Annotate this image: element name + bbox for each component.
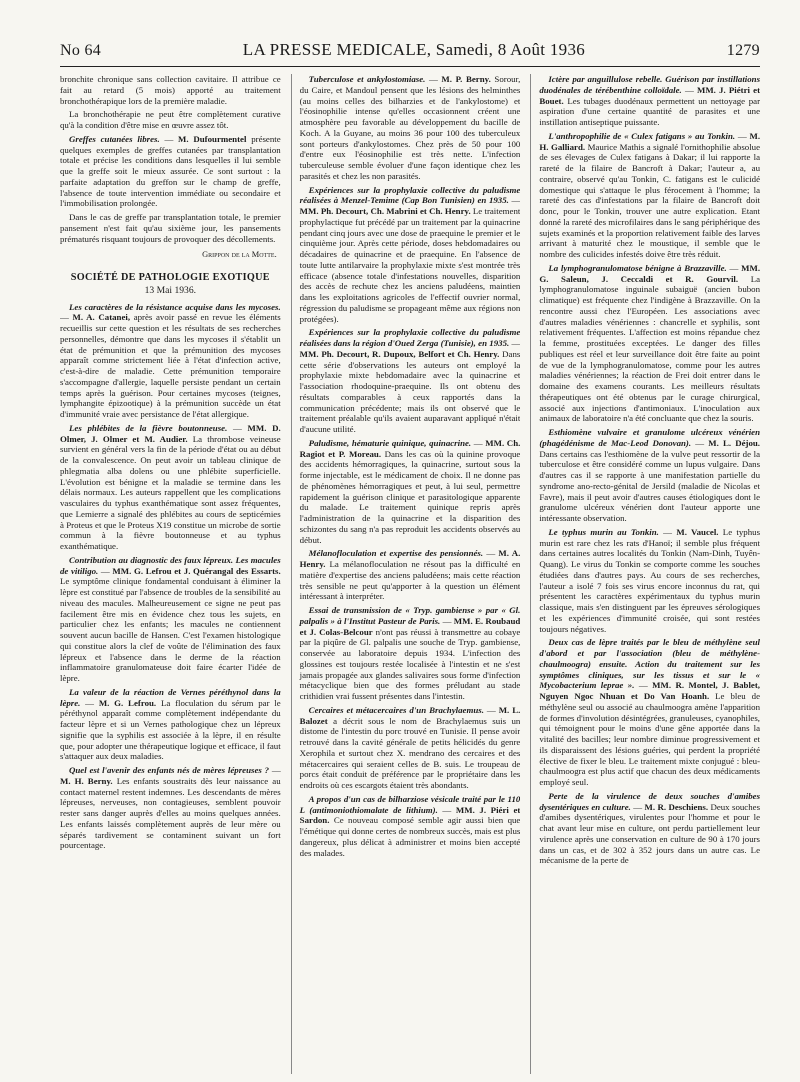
article-body: n'ont pas réussi à transmettre au cobaye par la piqûre de Gl. palpalis une souche de Tryp. gambiense, conservée au laboratoire depuis 1934. L'infection des glossines est toujours restée localisée à l'intestin et ne s'est jamais propagée aux glandes salivaires sous forme d'infection métacyclique bien que des formes préludant au stade crithidien vrai fussent présentes dans l'intestin. <box>299 626 521 701</box>
article-author: MM. Ph. Decourt, R. Dupoux, Belfort et Ch. Henry. <box>299 348 500 359</box>
article-body: Maurice Mathis a signalé l'ornithophilie absolue de ses élevages de Culex fatigans à Dakar; il lui rapporte la rareté de la filaire de Bancroft à Dakar; l'auteur a, au contraire, observé qu'au Tonkin, C. fatigans est le culicidé domestique qui s'attaque le plus férocement à l'homme; la rareté des cas d'infestations par la filaire de Bancroft doit donc, pour le Tonkin, trouver une autre explication. Etant donné la rareté des microfilaires dans le sang périphérique des sujets examinés et la proportion relativement faible des larves arrivant à maturité chez le moustique, il semble que le nombre des culicides infestés doive être très réduit. <box>539 141 761 259</box>
article-title: Perte de la virulence de deux souches d'amibes dysentériques en culture. <box>539 790 761 812</box>
article: Les caractères de la résistance acquise dans les mycoses. — M. A. Catanei, après avoir passé en revue les éléments recueillis sur cette question et les résultats de ses recherches personnelles, démontre que dans les mycoses il s'établit un état de prémunition et que la prémunition des mycoses apparaît comme strictement liée à l'état d'infection active, c'est-à-dire de maladie. Cette prémunition temporaire s'accompagne d'allergie, laquelle persiste pendant un certain temps après la guérison. Pour certaines mycoses (teignes, lymphangite épizootique) à la prémunition succède un état d'immunité vraie avec persistance de l'état allergique. <box>60 301 281 419</box>
article-body: après avoir passé en revue les éléments recueillis sur cette question et les résultats de ses recherches personnelles, démontre que dans les mycoses il s'établit un état de prémunition et que la prémunition des mycoses apparaît comme strictement liée à l'état d'infection active, c'est-à-dire de maladie. Cette prémunition temporaire s'accompagne d'allergie, laquelle persiste pendant un certain temps après la guérison. Pour certaines mycoses (teignes, lymphangite épizootique) à la prémunition succède un état d'immunité vraie avec persistance de l'état allergique. <box>60 312 281 419</box>
article-title: Deux cas de lèpre traités par le bleu de méthylène seul d'abord et par l'association (bleu de méthylène-chaulmoogra) ensuite. Action du traitement sur les symptômes cliniques, sur les tissus et sur le « Mycobacterium leprae ». <box>539 637 761 691</box>
article: L'anthropophilie de « Culex fatigans » au Tonkin. — M. H. Galliard. Maurice Mathis a signalé l'ornithophilie absolue de ses élevages de Culex fatigans à Dakar; il lui rapporte la rareté de la filaire de Bancroft à Dakar; l'auteur a, au contraire, observé qu'au Tonkin, C. fatigans est le culicidé domestique qui s'attaque le plus férocement à l'homme; la rareté des cas d'infestations par la filaire de Bancroft doit donc, pour le Tonkin, trouver une autre explication. Etant donné la rareté des microfilaires dans le sang périphérique des sujets examinés et la proportion relativement faible des larves arrivant à maturité chez le moustique, il semble que le nombre des culicides infestés doive être très réduit. <box>539 130 761 259</box>
article-author: M. H. Berny. <box>60 775 113 786</box>
article: Essai de transmission de « Tryp. gambiense » par « Gl. palpalis » à l'Institut Pasteur de Paris. — MM. E. Roubaud et J. Colas-Belcour n'ont pas réussi à transmettre au cobaye par la piqûre de Gl. palpalis une souche de Tryp. gambiense, conservée au laboratoire depuis 1934. L'infection des glossines est toujours restée localisée à l'intestin et ne s'est jamais propagée aux glandes salivaires sous forme d'infection métacyclique bien que des formes préludant au stade crithidien vrai fussent présentes dans l'intestin. <box>299 605 521 701</box>
article-author: M. H. Galliard. <box>539 130 761 152</box>
article-body: Le typhus murin est rare chez les rats d'Hanoï; il semble plus fréquent dans certaines autres localités du Tonkin (Nam-Dinh, Tuyên-Quang). Le virus du Tonkin se comporte comme les souches étudiées dans d'autres pays. Au cours de ses recherches, l'auteur a isolé 7 fois ses virus encore inconnus du rat, qui présentent les caractères expérimentaux du typhus murin classique, mais s'en distinguent par les épreuves sérologiques et les expériences d'immunité croisée, qui sont restées toujours négatives. <box>539 526 761 634</box>
article-body: Ce nouveau composé semble agir aussi bien que l'émétique qui donne certes de nombreux succès, mais est plus dangereux, plus délicat à administrer et moins bien accepté des malades. <box>299 815 521 858</box>
article-author: MM. R. Montel, J. Bablet, Nguyen Ngoc Nhuan et Do Van Hoanh. <box>539 680 761 701</box>
running-header <box>60 40 760 64</box>
article-title: Esthiomène vulvaire et granulome ulcéreux vénérien (phagédénisme de Mac-Leod Donovan). <box>539 427 761 448</box>
paragraph: La bronchothérapie ne peut être complètement curative qu'à la condition d'être mise en œuvre assez tôt. <box>60 109 281 130</box>
article-author: MM. Ch. Ragiot et P. Moreau. <box>299 437 521 459</box>
article-body: Dans les cas où la quinine provoque des accidents hémorragiques, la quinacrine, surtout sous la forme injectable, est le médicament de choix. Il ne donne pas de phénomènes hémorragiques et peut, à lui seul, permettre rapidement la guérison clinique et parasitologique apparente du malade. Le traitement quinique repris après l'administration de la quinacrine et la disparition des schizontes du sang n'a pas reproduit les accidents observés au début. <box>299 448 521 545</box>
article-author: M. Dufourmentel <box>178 133 247 144</box>
article-title: Cercaires et métacercaires d'un Brachylaemus. <box>308 704 484 715</box>
article-author: M. A. Henry. <box>299 548 521 569</box>
article-body: La thrombose veineuse survient en général vers la fin de la période d'état ou au début de la convalescence. On peut avoir un tableau clinique de phlegmatia alba dolens ou une phlébite superficielle. L'évolution est bénigne et la maladie se termine dans les délais normaux. Les auteurs rappellent que les complications vasculaires du typhus exanthématique sont assez fréquentes, que Lemierre a signalé des phlébites au cours de septicémies à Proteus et que le Proteus X19 constitue un microbe de sortie commun à la fièvre boutonneuse et au typhus exanthématique. <box>60 433 281 551</box>
article-title: Les caractères de la résistance acquise dans les mycoses. <box>69 301 281 312</box>
article-body: Sorour, du Caire, et Mandoul pensent que les lésions des helminthes (au moins celles des bilharzies et de l'ankylostome) et l'éosinophilie intense qu'elles occasionnent créent une atmosphère peu favorable au développement du bacille de Koch. A la Guyane, au moins 36 pour 100 des tuberculeux sont porteurs d'ankylostomes. Chez près de 50 pour 100 d'entre eux l'éosinophilie est très nette. L'infection tuberculeuse semble évoluer d'une façon identique chez les parasités et chez les non parasités. <box>299 74 521 181</box>
article-body: La mélanofloculation ne résout pas la difficulté en matière d'expertise des anciens paludéens; mais cette réaction très sensible ne peut qu'apporter à la question un élément intéressant à interpréter. <box>299 559 521 602</box>
folio: 1279 <box>726 42 760 59</box>
article-body: Les enfants soustraits dès leur naissance au contact maternel restent indemnes. Les descendants de mères lépreuses, nerveuses, non contagieuses, semblent pouvoir rester sans danger auprès d'elles au moins quelques années. Les enfants laissés complètement auprès de leur mère ou séparés tardivement se contaminent suivant un fort pourcentage. <box>60 775 281 851</box>
article: A propos d'un cas de bilharziose vésicale traité par le 110 L (antimoniothiomalate de lithium). — MM. J. Piéri et Sardon. Ce nouveau composé semble agir aussi bien que l'émétique qui donne certes de nombreux succès, mais est plus dangereux, plus délicat à administrer et moins bien accepté des malades. <box>299 793 521 858</box>
article-title: Paludisme, hématurie quinique, quinacrine. <box>308 437 472 448</box>
article-body: Le symptôme clinique fondamental conduisant à éliminer la lèpre est constitué par l'absence de troubles de la sensibilité au niveau des macules. Malheureusement ce signe ne peut pas facilement être mis en évidence chez tous les sujets, en particulier chez les enfants; les macules ne contiennent souvent aucun bacille de Hansen. C'est l'examen histologique qui constitue alors la clef de voûte de l'élimination des faux lépreux et l'absence dans le derme de la réaction inflammatoire granulomateuse doit faire écarter l'idée de lèpre. <box>60 576 281 683</box>
article-body: Dans cette série d'observations les auteurs ont employé la prophylaxie mixte hebdomadaire avec la quinacrine et l'association rhodoquine-praequine. Ils ont obtenu des résultats comparables à ceux rapportés dans la communication précédente; mais ils ont observé que le traitement préalable qu'ils avaient auparavant appliqué n'était d'aucune utilité. <box>299 348 521 434</box>
article: Esthiomène vulvaire et granulome ulcéreux vénérien (phagédénisme de Mac-Leod Donovan). — M. L. Déjou. Dans certains cas l'esthiomène de la vulve peut ressortir de la tuberculose et être considéré comme un lupus vulgaire. Dans d'autres cas il se rapporte à une manifestation partielle du syndrome ano-recto-génital de Jersild (maladie de Nicolas et Favre), mais il peut avoir d'autres causes étiologiques dont le granulome ulcéreux vénérien dont l'auteur apporte une intéressante observation. <box>539 427 761 523</box>
text-columns <box>60 74 760 1074</box>
article-title: Ictère par anguillulose rebelle. Guérison par instillations duodénales de térébenthine colloïdale. <box>539 74 761 95</box>
journal-title: LA PRESSE MEDICALE, Samedi, 8 Août 1936 <box>242 40 586 59</box>
article-author: M. L. Déjou. <box>708 437 761 448</box>
article-title: Mélanofloculation et expertise des pensionnés. <box>308 548 484 559</box>
article-title: A propos d'un cas de bilharziose vésicale traité par le 110 L (antimoniothiomalate de lithium). <box>299 793 521 815</box>
article: Le typhus murin au Tonkin. — M. Vaucel. Le typhus murin est rare chez les rats d'Hanoï; il semble plus fréquent dans certaines autres localités du Tonkin (Nam-Dinh, Tuyên-Quang). Le virus du Tonkin se comporte comme les souches étudiées dans d'autres pays. Au cours de ses recherches, l'auteur a isolé 7 fois ses virus encore inconnus du rat, qui présentent les caractères expérimentaux du typhus murin classique, mais s'en distinguent par les épreuves sérologiques et les expériences d'immunité croisée, qui sont restées toujours négatives. <box>539 526 761 634</box>
article: Cercaires et métacercaires d'un Brachylaemus. — M. L. Balozet a décrit sous le nom de Brachylaemus suis un distome de l'intestin du porc trouvé en Tunisie. Il pense avoir retrouvé dans la cavité générale de petits hélicidés du genre Xerophila et surtout chez X. mendrano des cercaires et des métacercaires qui seraient celles de B. suis. Le troupeau de porcs était conduit de préférence par le propriétaire dans les endroits où ces escargots étaient très abondants. <box>299 704 521 790</box>
page-number: No 64 <box>60 42 102 59</box>
article: La lymphogranulomatose bénigne à Brazzaville. — MM. G. Saleun, J. Ceccaldi et R. Gourvil. La lymphogranulomatose inguinale subaiguë (ancien bubon climatique) est fréquente chez l'indigène à Brazzaville. On la rencontre aussi chez l'Européen. Les associations avec d'autres maladies vénériennes : chancrelle et syphilis, sont relativement fréquentes. L'affection est moins répandue chez la femme, prostituées exceptées. Le danger des filles publiques est réel et leur surveillance doit être faite au point de vue de la lymphogranulomatose, comme pour les autres maladies vénériennes; la réaction de Frei doit entrer dans le domaine des examens courants. Les meilleurs résultats thérapeutiques ont été obtenus par le curage chirurgical, associé aux injections d'antimoniaux. L'inoculation aux animaux de laboratoire n'a été concluante que chez la souris. <box>539 262 761 424</box>
article-body: Les tubages duodénaux permettent un nettoyage par aspiration d'une certaine quantité de parasites et une instillation antiseptique puissante. <box>539 95 761 127</box>
article-author: MM. D. Olmer, J. Olmer et M. Audier. <box>60 422 281 444</box>
article-author: M. R. Deschiens. <box>644 801 709 812</box>
article-body: Le traitement prophylactique fut précédé par un traitement par la quinacrine pendant cinq jours avec une dose de praequine le premier et le cinquième jour. Après cette période, doses hebdomadaires ou décadaires de quinacrine et de praequine. En l'absence de toute lutte antilarvaire la prophylaxie mixte s'est montrée très efficace (absence totale d'infestations nouvelles, disparition des accès de rechute chez les anciens paludéens, maintien dans les exploitations agricoles de l'effectif ouvrier normal, régression du paludisme se propageant même aux régions non protégées). <box>299 206 521 324</box>
article: Tuberculose et ankylostomiase. — M. P. Berny. Sorour, du Caire, et Mandoul pensent que les lésions des helminthes (au moins celles des bilharzies et de l'ankylostome) et l'éosinophilie intense qu'elles occasionnent créent une atmosphère peu favorable au développement du bacille de Koch. A la Guyane, au moins 36 pour 100 des tuberculeux sont porteurs d'ankylostomes. Chez près de 50 pour 100 d'entre eux l'éosinophilie est très nette. L'infection tuberculeuse semble évoluer d'une façon identique chez les parasités et chez les non parasités. <box>299 74 521 181</box>
article-author: MM. E. Roubaud et J. Colas-Belcour <box>299 615 521 637</box>
article-author: MM. G. Saleun, J. Ceccaldi et R. Gourvil. <box>539 262 761 284</box>
paragraph: bronchite chronique sans collection cavitaire. Il attribue ce fait au retard (5 mois) apporté au traitement bronchothérapique lors de la première maladie. <box>60 74 281 106</box>
paragraph: Dans le cas de greffe par transplantation totale, le premier pansement n'est fait qu'au sixième jour, les pansements prématurés risquant toujours de provoquer des décollements. <box>60 212 281 244</box>
article-author: M. L. Balozet <box>299 704 521 726</box>
article: Greffes cutanées libres. — M. Dufourmentel présente quelques exemples de greffes cutanées par transplantation totale et précise les conditions dans lesquelles il lui semble que la greffe soit le mieux assurée. Ce sont surtout : la parfaite adaptation du greffon sur le champ de greffe, l'absence de toute intervention immédiate ou secondaire et l'immobilisation prolongée. <box>60 133 281 209</box>
article-body: Deux souches d'amibes dysentériques, virulentes pour l'homme et pour le chat avant leur mise en culture, ont perdu partiellement leur virulence après une conservation en culture de 90 à 170 jours dans un cas, et de 302 à 352 jours dans un autre cas. Le mécanisme de la perte de <box>539 801 761 866</box>
article-title: La lymphogranulomatose bénigne à Brazzaville. <box>548 262 727 273</box>
article: Expériences sur la prophylaxie collective du paludisme réalisées dans la région d'Oued Zerga (Tunisie), en 1935. — MM. Ph. Decourt, R. Dupoux, Belfort et Ch. Henry. Dans cette série d'observations les auteurs ont employé la prophylaxie mixte hebdomadaire avec la quinacrine et l'association rhodoquine-praequine. Ils ont obtenu des résultats comparables à ceux rapportés dans la communication précédente; mais ils ont observé que le traitement préalable qu'ils avaient auparavant appliqué n'était d'aucune utilité. <box>299 327 521 434</box>
article: Paludisme, hématurie quinique, quinacrine. — MM. Ch. Ragiot et P. Moreau. Dans les cas où la quinine provoque des accidents hémorragiques, la quinacrine, surtout sous la forme injectable, est le médicament de choix. Il ne donne pas de phénomènes hémorragiques et peut, à lui seul, permettre rapidement la guérison clinique et parasitologique apparente du malade. Le traitement quinique repris après l'administration de la quinacrine et la disparition des schizontes du sang n'a pas reproduit les accidents observés au début. <box>299 437 521 545</box>
signature: Grippon de la Motte. <box>202 250 277 260</box>
article: Contribution au diagnostic des faux lépreux. Les macules de vitiligo. — MM. G. Lefrou et J. Quérangal des Essarts. Le symptôme clinique fondamental conduisant à éliminer la lèpre est constitué par l'absence de troubles de la sensibilité au niveau des macules. Malheureusement ce signe ne peut pas facilement être mis en évidence chez tous les sujets, en particulier chez les enfants; les macules ne contiennent souvent aucun bacille de Hansen. C'est l'examen histologique qui constitue alors la clef de voûte de l'élimination des faux lépreux et l'absence dans le derme de la réaction inflammatoire granulomateuse doit faire écarter l'idée de lèpre. <box>60 554 281 683</box>
article-title: Contribution au diagnostic des faux lépreux. Les macules de vitiligo. <box>60 554 281 576</box>
article-title: Essai de transmission de « Tryp. gambiense » par « Gl. palpalis » à l'Institut Pasteur de Paris. <box>299 605 521 626</box>
article-title: L'anthropophilie de « Culex fatigans » au Tonkin. <box>548 130 736 141</box>
article-body: La lymphogranulomatose inguinale subaiguë (ancien bubon climatique) est fréquente chez l'indigène à Brazzaville. On la rencontre aussi chez l'Européen. Les associations avec d'autres maladies vénériennes : chancrelle et syphilis, sont relativement fréquentes. L'affection est moins répandue chez la femme, prostituées exceptées. Le danger des filles publiques est réel et leur surveillance doit être faite au point de vue de la lymphogranulomatose, comme pour les autres maladies vénériennes; la réaction de Frei doit entrer dans le domaine des examens courants. Les meilleurs résultats thérapeutiques ont été obtenus par le curage chirurgical, associé aux injections d'antimoniaux. L'inoculation aux animaux de laboratoire n'a été concluante que chez la souris. <box>539 273 761 424</box>
article-title: Expériences sur la prophylaxie collective du paludisme réalisées dans la région d'Oued Zerga (Tunisie), en 1935. <box>299 327 521 348</box>
article-body: présente quelques exemples de greffes cutanées par transplantation totale et précise les conditions dans lesquelles il lui semble que la greffe soit le mieux assurée. Ce sont surtout : la parfaite adaptation du greffon sur le champ de greffe, l'absence de toute intervention immédiate ou secondaire et l'immobilisation prolongée. <box>60 133 281 209</box>
article-title: Le typhus murin au Tonkin. <box>548 526 659 537</box>
article-author: M. Vaucel. <box>676 526 719 537</box>
column-left <box>60 74 281 1074</box>
article-body: La floculation du sérum par le péréthynol apparaît comme complètement indépendante du facteur lèpre et si un Vernes pathologique chez un lépreux signifie que la syphilis est associée à la lèpre, il en résulte que, pour adopter une thérapeutique logique et efficace, il faut s'attaquer aux deux maladies. <box>60 697 281 762</box>
article: Les phlébites de la fièvre boutonneuse. — MM. D. Olmer, J. Olmer et M. Audier. La thrombose veineuse survient en général vers la fin de la période d'état ou au début de la convalescence. On peut avoir un tableau clinique de phlegmatia alba dolens ou une phlébite superficielle. L'évolution est bénigne et la maladie se termine dans les délais normaux. Les auteurs rappellent que les complications vasculaires du typhus exanthématique sont assez fréquentes, que Lemierre a signalé des phlébites au cours de septicémies à Proteus et que le Proteus X19 constitue un microbe de sortie commun à la fièvre boutonneuse et au typhus exanthématique. <box>60 422 281 551</box>
article-author: MM. J. Piéri et Sardon. <box>299 804 521 826</box>
article: Expériences sur la prophylaxie collective du paludisme réalisées à Menzel-Temime (Cap Bon Tunisien) en 1935. — MM. Ph. Decourt, Ch. Mabrini et Ch. Henry. Le traitement prophylactique fut précédé par un traitement par la quinacrine pendant cinq jours avec une dose de praequine le premier et le cinquième jour. Après cette période, doses hebdomadaires ou décadaires de quinacrine et de praequine. En l'absence de toute lutte antilarvaire la prophylaxie mixte s'est montrée très efficace (absence totale d'infestations nouvelles, disparition des accès de rechute chez les anciens paludéens, maintien dans les exploitations agricoles de l'effectif ouvrier normal, régression du paludisme se propageant même aux régions non protégées). <box>299 184 521 324</box>
article-title: Quel est l'avenir des enfants nés de mères lépreuses ? <box>69 765 270 775</box>
article: Perte de la virulence de deux souches d'amibes dysentériques en culture. — M. R. Deschiens. Deux souches d'amibes dysentériques, virulentes pour l'homme et pour le chat avant leur mise en culture, ont perdu partiellement leur virulence après une conservation en culture de 90 à 170 jours dans un cas, et de 302 à 352 jours dans un autre cas. Le mécanisme de la perte de <box>539 790 761 866</box>
article: Ictère par anguillulose rebelle. Guérison par instillations duodénales de térébenthine colloïdale. — MM. J. Piétri et Bouet. Les tubages duodénaux permettent un nettoyage par aspiration d'une certaine quantité de parasites et une instillation antiseptique puissante. <box>539 74 761 127</box>
column-right <box>530 74 760 1074</box>
column-middle <box>291 74 521 1074</box>
section-date: 13 Mai 1936. <box>144 284 197 296</box>
article-author: MM. Ph. Decourt, Ch. Mabrini et Ch. Henry. <box>299 206 471 216</box>
article-title: La valeur de la réaction de Vernes péréthynol dans la lèpre. <box>60 686 281 708</box>
article-author: M. G. Lefrou. <box>98 697 157 708</box>
article-author: MM. G. Lefrou et J. Quérangal des Essarts. <box>112 565 281 576</box>
article-author: MM. J. Piétri et Bouet. <box>539 84 761 106</box>
article-author: M. P. Berny. <box>441 74 491 84</box>
article-title: Expériences sur la prophylaxie collective du paludisme réalisées à Menzel-Temime (Cap Bon Tunisien) en 1935. <box>299 184 521 206</box>
header-rule <box>60 66 760 67</box>
article-title: Greffes cutanées libres. <box>69 133 160 144</box>
article-title: Les phlébites de la fièvre boutonneuse. <box>69 422 228 433</box>
article-body: a décrit sous le nom de Brachylaemus suis un distome de l'intestin du porc trouvé en Tunisie. Il pense avoir retrouvé dans la cavité générale de petits hélicidés du genre Xerophila et surtout chez X. mendrano des cercaires et des métacercaires qui seraient celles de B. suis. Le troupeau de porcs était conduit de préférence par le propriétaire dans les endroits où ces escargots étaient très abondants. <box>299 715 521 790</box>
article: Quel est l'avenir des enfants nés de mères lépreuses ? — M. H. Berny. Les enfants soustraits dès leur naissance au contact maternel restent indemnes. Les descendants de mères lépreuses, nerveuses, non contagieuses, semblent pouvoir rester sans danger auprès d'elles au moins quelques années. Les enfants laissés complètement auprès de leur mère ou séparés tardivement se contaminent suivant un fort pourcentage. <box>60 765 281 851</box>
article: Deux cas de lèpre traités par le bleu de méthylène seul d'abord et par l'association (bleu de méthylène-chaulmoogra) ensuite. Action du traitement sur les symptômes cliniques, sur les tissus et sur le « Mycobacterium leprae ». — MM. R. Montel, J. Bablet, Nguyen Ngoc Nhuan et Do Van Hoanh. Le bleu de méthylène seul ou associé au chaulmoogra amène l'apparition de formes d'involution désintégrées, granuleuses, cyanophiles, qui témoignent pour le moins d'une gêne apportée dans la vitalité des bacilles; leur nombre diminue progressivement et ils disparaissent des lésions guéries, qui perdent la propriété élective de fixer le bleu. Le traitement mixte conjugué : bleu-chaulmoogra est plus actif que chacun des deux médicaments employé seul. <box>539 637 761 787</box>
article: Mélanofloculation et expertise des pensionnés. — M. A. Henry. La mélanofloculation ne résout pas la difficulté en matière d'expertise des anciens paludéens; mais cette réaction très sensible ne peut qu'apporter à la question un élément intéressant à interpréter. <box>299 548 521 602</box>
article-body: Le bleu de méthylène seul ou associé au chaulmoogra amène l'apparition de formes d'involution désintégrées, granuleuses, cyanophiles, qui témoignent pour le moins d'une gêne apportée dans la vitalité des bacilles; leur nombre diminue progressivement et ils disparaissent des lésions guéries, qui perdent la propriété élective de fixer le bleu. Le traitement mixte conjugué : bleu-chaulmoogra est plus actif que chacun des deux médicaments employé seul. <box>539 691 761 787</box>
article-author: M. A. Catanei, <box>72 312 131 323</box>
article-body: Dans certains cas l'esthiomène de la vulve peut ressortir de la tuberculose et être considéré comme un lupus vulgaire. Dans d'autres cas il se rapporte à une manifestation partielle du syndrome ano-recto-génital de Jersild (maladie de Nicolas et Favre), mais il peut avoir d'autres causes étiologiques dont le granulome ulcéreux vénérien dont l'auteur apporte une intéressante observation. <box>539 448 761 523</box>
article-title: Tuberculose et ankylostomiase. <box>308 74 426 84</box>
article: La valeur de la réaction de Vernes péréthynol dans la lèpre. — M. G. Lefrou. La floculation du sérum par le péréthynol apparaît comme complètement indépendante du facteur lèpre et si un Vernes pathologique chez un lépreux signifie que la syphilis est associée à la lèpre, il en résulte que, pour adopter une thérapeutique logique et efficace, il faut s'attaquer aux deux maladies. <box>60 686 281 762</box>
section-heading: SOCIÉTÉ DE PATHOLOGIE EXOTIQUE <box>70 272 270 283</box>
